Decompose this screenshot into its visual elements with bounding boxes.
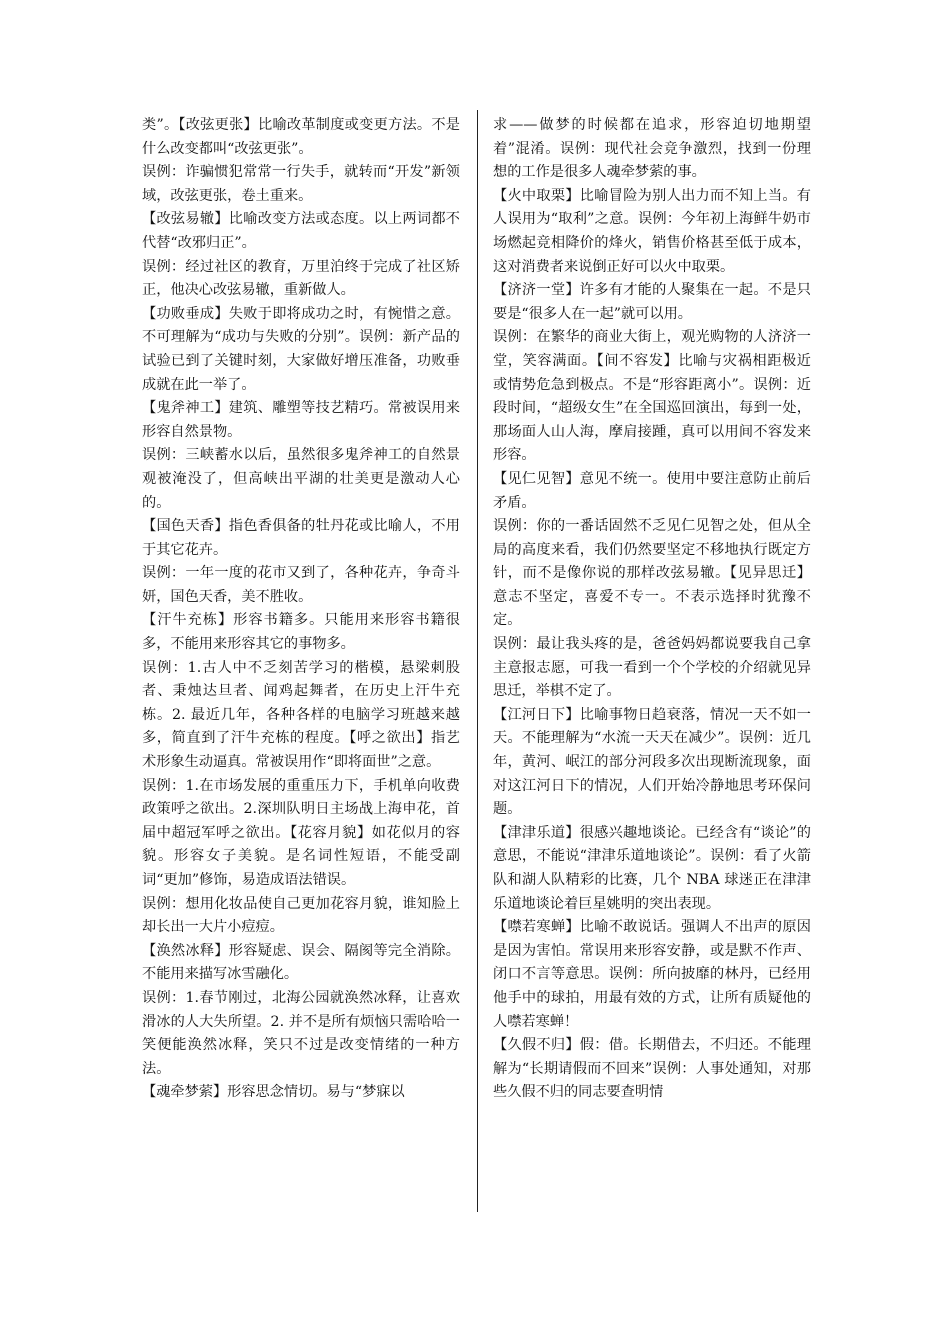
paragraph: 误例：1.在市场发展的重重压力下，手机单向收费政策呼之欲出。2.深圳队明日主场战上海申花，首届中超冠军呼之欲出。【花容月貌】如花似月的容貌。形容女子美貌。是名词性短语，不能受副词“更加”修饰，易造成语法错误。 [142,777,460,888]
paragraph: 【噤若寒蝉】比喻不敢说话。强调人不出声的原因是因为害怕。常误用来形容安静，或是默不作声、闭口不言等意思。误例：所向披靡的林丹，已经用他手中的球拍，用最有效的方式，让所有质疑他的人噤若寒蝉！ [493,919,811,1030]
paragraph: 求——做梦的时候都在追求，形容迫切地期望着”混淆。误例：现代社会竞争激烈，找到一份理想的工作是很多人魂牵梦萦的事。 [493,117,811,181]
paragraph: 【汗牛充栋】形容书籍多。只能用来形容书籍很多，不能用来形容其它的事物多。 [142,612,460,653]
paragraph: 【江河日下】比喻事物日趋衰落，情况一天不如一天。不能理解为“水流一天天在减少”。误例：近几年，黄河、岷江的部分河段多次出现断流现象，面对这江河日下的情况，人们开始冷静地思考环保问题。 [493,706,811,818]
paragraph: 误例：在繁华的商业大街上，观光购物的人济济一堂，笑容满面。【间不容发】比喻与灾祸相距极近或情势危急到极点。不是“形容距离小”。误例：近段时间，“超级女生”在全国巡回演出，每到一处，那场面人山人海，摩肩接踵，真可以用间不容发来形容。 [493,329,811,464]
paragraph: 误例：三峡蓄水以后，虽然很多鬼斧神工的自然景观被淹没了，但高峡出平湖的壮美更是激动人心的。 [142,447,460,511]
paragraph: 【鬼斧神工】建筑、雕塑等技艺精巧。常被误用来形容自然景物。 [142,400,460,440]
right-text-column [493,114,811,1105]
paragraph: 【功败垂成】失败于即将成功之时，有惋惜之意。不可理解为“成功与失败的分别”。误例：新产品的试验已到了关键时刻，大家做好增压准备，功败垂成就在此一举了。 [142,305,460,393]
column-divider [477,110,478,1212]
paragraph: 误例：一年一度的花市又到了，各种花卉，争奇斗妍，国色天香，美不胜收。 [142,565,460,605]
paragraph: 【改弦易辙】比喻改变方法或态度。以上两词都不代替“改邪归正”。 [142,211,460,251]
paragraph: 类”。【改弦更张】比喻改革制度或变更方法。不是什么改变都叫“改弦更张”。 [142,117,460,157]
paragraph: 【国色天香】指色香俱备的牡丹花或比喻人，不用于其它花卉。 [142,518,460,558]
paragraph: 误例：最让我头疼的是，爸爸妈妈都说要我自己拿主意报志愿，可我一看到一个个学校的介绍就见异思迁，举棋不定了。 [493,636,811,700]
paragraph: 【涣然冰释】形容疑虑、误会、隔阂等完全消除。不能用来描写冰雪融化。 [142,942,460,983]
paragraph: 误例：1.春节刚过，北海公园就涣然冰释，让喜欢滑冰的人大失所望。2. 并不是所有烦恼只需哈哈一笑便能涣然冰释，笑只不过是改变情绪的一种方法。 [142,989,460,1077]
paragraph: 误例：你的一番话固然不乏见仁见智之处，但从全局的高度来看，我们仍然要坚定不移地执行既定方针，而不是像你说的那样改弦易辙。【见异思迁】意志不坚定，喜爱不专一。不表示选择时犹豫不定。 [493,518,811,629]
paragraph: 【见仁见智】意见不统一。使用中要注意防止前后矛盾。 [493,470,811,511]
paragraph: 【火中取栗】比喻冒险为别人出力而不知上当。有人误用为“取利”之意。误例：今年初上海鲜牛奶市场燃起竞相降价的烽火，销售价格甚至低于成本，这对消费者来说倒正好可以火中取栗。 [493,187,811,275]
paragraph: 【济济一堂】许多有才能的人聚集在一起。不是只要是“很多人在一起”就可以用。 [493,282,811,322]
paragraph: 误例：想用化妆品使自己更加花容月貌，谁知脸上却长出一大片小痘痘。 [142,895,460,936]
paragraph: 【魂牵梦萦】形容思念情切。易与“梦寐以 [142,1084,405,1101]
paragraph: 误例：诈骗惯犯常常一行失手，就转而“开发”新领域，改弦更张，卷土重来。 [142,164,460,204]
paragraph: 误例：经过社区的教育，万里泊终于完成了社区矫正，他决心改弦易辙，重新做人。 [142,258,460,299]
paragraph: 【久假不归】假：借。长期借去，不归还。不能理解为“长期请假而不回来”误例：人事处通知，对那些久假不归的同志要查明情 [493,1037,811,1101]
left-text-column [142,114,460,1105]
paragraph: 【津津乐道】很感兴趣地谈论。已经含有“谈论”的意思，不能说“津津乐道地谈论”。误例：看了火箭队和湖人队精彩的比赛，几个 NBA 球迷正在津津乐道地谈论着巨星姚明的突出表现。 [493,824,811,912]
paragraph: 误例：1.古人中不乏刻苦学习的楷模，悬梁刺股者、秉烛达旦者、闻鸡起舞者，在历史上汗牛充栋。2. 最近几年，各种各样的电脑学习班越来越多，简直到了汗牛充栋的程度。【呼之欲出】指艺术形象生动逼真。常被误用作“即将面世”之意。 [142,659,460,771]
